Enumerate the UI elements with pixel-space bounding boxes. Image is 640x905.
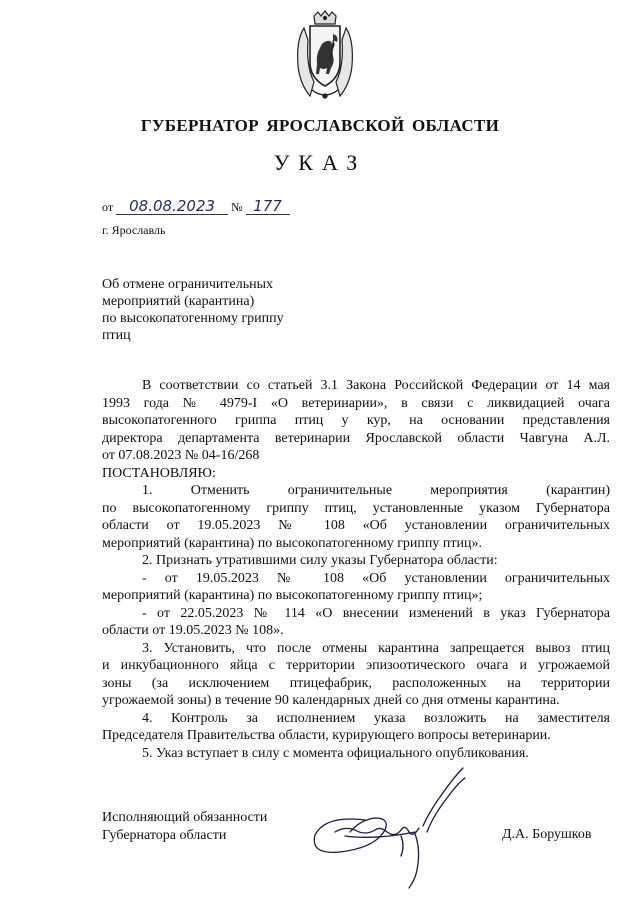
signatory-title-line: Исполняющий обязанности [102, 810, 268, 825]
body-line: Председателя Правительства области, курирующего вопросы ветеринарии. [102, 728, 551, 743]
body-line: зоны (за исключением птицефабрик, расположенных на территории [102, 675, 610, 691]
body-line: 1993 года № 4979-I «О ветеринарии», в связи с ликвидацией очага [102, 395, 610, 411]
body-line: угрожаемой зоны) в течение 90 календарных дней со дня отмены карантина. [102, 693, 560, 708]
body-line: - от 19.05.2023 № 108 «Об установлении ограничительных [142, 570, 610, 586]
body-line: 3. Установить, что после отмены карантина запрещается вывоз птиц [142, 640, 610, 656]
body-line: от 07.08.2023 № 04-16/268 [102, 448, 260, 463]
body-line: мероприятий (карантина) по высокопатогенному гриппу птиц». [102, 535, 483, 551]
handwritten-signature-icon [305, 760, 485, 890]
number-prefix: № [231, 200, 243, 214]
body-line: мероприятий (карантина) по высокопатогенному гриппу птиц»; [102, 588, 483, 603]
heading-line: птиц [102, 328, 131, 343]
heading-line: мероприятий (карантина) [102, 294, 255, 309]
body-line: В соответствии со статьей 3.1 Закона Российской Федерации от 14 мая [142, 378, 610, 393]
heading-line: по высокопатогенному гриппу [102, 311, 284, 326]
signatory-title-line: Губернатора области [102, 828, 227, 843]
body-line: 1. Отменить ограничительные мероприятия (карантин) [142, 483, 610, 498]
body-line: директора департамента ветеринарии Ярославской области Чавгуна А.Л. [102, 430, 610, 446]
heading-line: Об отмене ограничительных [102, 277, 274, 292]
body-line: 5. Указ вступает в силу с момента официального опубликования. [142, 745, 529, 761]
document-number: 177 [246, 198, 290, 215]
date-number-line [102, 198, 290, 215]
body-line: по высокопатогенному гриппу птиц, установленные указом Губернатора [102, 500, 610, 516]
document-body [102, 377, 610, 762]
body-line: и инкубационного яйца с территории эпизоотического очага и угрожаемой [102, 658, 610, 673]
signatory-name: Д.А. Борушков [502, 827, 592, 842]
issuing-authority: ГУБЕРНАТОР ЯРОСЛАВСКОЙ ОБЛАСТИ [140, 116, 500, 135]
document-heading [102, 276, 342, 344]
document-date: 08.08.2023 [116, 198, 228, 215]
city: г. Ярославль [102, 223, 166, 237]
coat-of-arms-icon [290, 10, 360, 102]
body-line: 2. Признать утратившими силу указы Губернатора области: [142, 553, 498, 568]
body-line: области от 19.05.2023 № 108 «Об установлении ограничительных [102, 518, 610, 533]
document-type: УКАЗ [273, 150, 367, 175]
date-prefix: от [102, 200, 114, 214]
signatory-title [102, 809, 267, 845]
body-line: области от 19.05.2023 № 108». [102, 623, 284, 638]
body-line: 4. Контроль за исполнением указа возложить на заместителя [142, 710, 610, 726]
body-line: высокопатогенного гриппа птиц у кур, на основании представления [102, 413, 610, 428]
body-line: - от 22.05.2023 № 114 «О внесении изменений в указ Губернатора [142, 605, 610, 621]
resolution-keyword: ПОСТАНОВЛЯЮ: [102, 465, 216, 481]
